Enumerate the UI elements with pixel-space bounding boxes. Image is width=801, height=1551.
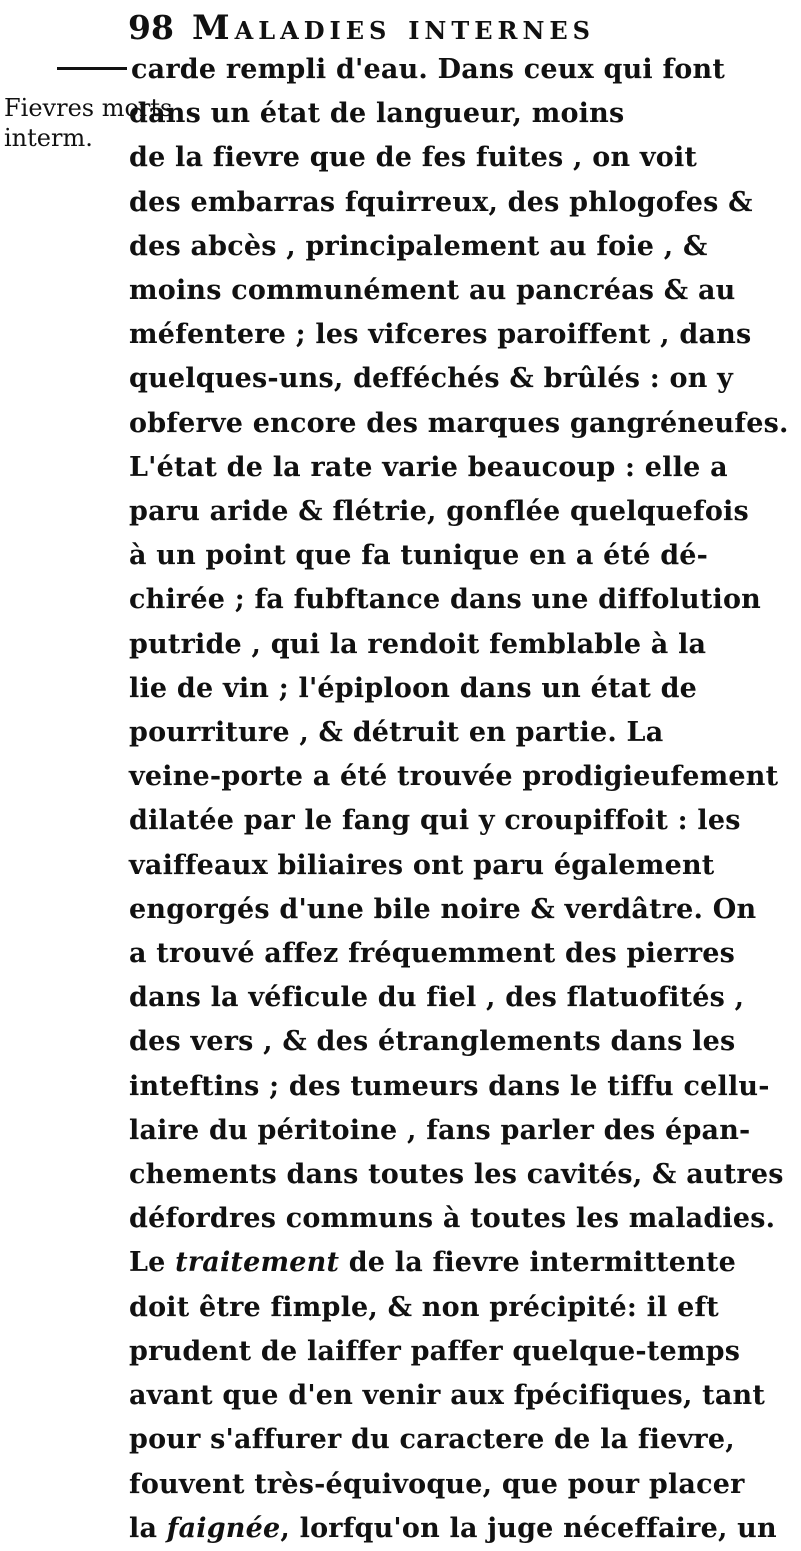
text-line-23: des vers , & des étranglements dans les — [129, 1026, 736, 1058]
text-line-26: chements dans toutes les cavités, & autres — [129, 1159, 784, 1191]
text-line-5: des abcès , principalement au foie , & — [129, 230, 708, 262]
text-line-18: dilatée par le fang qui y croupiffoit : les — [129, 805, 741, 837]
text-line-12: à un point que fa tunique en a été dé- — [129, 540, 709, 572]
text-line-27: défordres communs à toutes les maladies. — [129, 1203, 776, 1235]
text-line-20: engorgés d'une bile noire & verdâtre. On — [129, 893, 757, 925]
text-line-34-prefix: la — [129, 1512, 167, 1544]
text-line-31: avant que d'en venir aux fpécifiques, tant — [129, 1380, 766, 1412]
margin-note-2: interm. — [4, 124, 93, 152]
text-line-29: doit être fimple, & non précipité: il eft — [129, 1291, 719, 1323]
text-line-30: prudent de laiffer paffer quelque-temps — [129, 1335, 741, 1367]
text-line-28-suffix: de la fievre intermittente — [339, 1247, 737, 1279]
text-line-13: chirée ; fa fubftance dans une diffolution — [129, 584, 762, 616]
text-line-19: vaiffeaux biliaires ont paru également — [129, 849, 715, 881]
text-line-2: dans un état de langueur, moins — [129, 98, 625, 130]
text-line-21: a trouvé affez fréquemment des pierres — [129, 938, 736, 970]
text-line-17: veine-porte a été trouvée prodigieufement — [129, 761, 779, 793]
text-line-11: paru aride & flétrie, gonflée quelquefois — [129, 496, 749, 528]
text-line-16: pourriture , & détruit en partie. La — [129, 717, 664, 749]
text-line-14: putride , qui la rendoit femblable à la — [129, 628, 707, 660]
text-line-15: lie de vin ; l'épiploon dans un état de — [129, 672, 698, 704]
text-line-32: pour s'affurer du caractere de la fievre, — [129, 1424, 735, 1456]
margin-note-1: Fievres morts — [4, 94, 173, 122]
page-number: 98 — [128, 8, 174, 47]
text-line-8: quelques-uns, defféchés & brûlés : on y — [129, 363, 734, 395]
text-line-24: inteftins ; des tumeurs dans le tiffu cellu- — [129, 1070, 770, 1102]
text-line-28-italic: traitement — [175, 1247, 340, 1279]
main-text — [57, 48, 787, 1551]
text-line-6: moins communément au pancréas & au — [129, 275, 736, 307]
text-line-4: des embarras fquirreux, des phlogofes & — [129, 186, 753, 218]
text-line-22: dans la véficule du fiel , des flatuofités , — [129, 982, 745, 1014]
text-line-9: obferve encore des marques gangréneufes. — [129, 407, 789, 439]
text-line-34-suffix: , lorfqu'on la juge néceffaire, un — [280, 1512, 777, 1544]
running-title: Maladies internes — [191, 8, 596, 48]
text-line-1: carde rempli d'eau. Dans ceux qui font — [57, 48, 787, 92]
text-line-3: de la fievre que de fes fuites , on voit — [129, 142, 698, 174]
text-line-28 — [57, 1241, 787, 1285]
text-line-25: laire du péritoine , fans parler des épan- — [129, 1114, 751, 1146]
text-line-10: L'état de la rate varie beaucoup : elle a — [129, 451, 728, 483]
text-line-28-prefix: Le — [129, 1247, 176, 1279]
text-line-7: méfentere ; les vifceres paroiffent , dans — [129, 319, 752, 351]
text-line-33: fouvent très-équivoque, que pour placer — [129, 1468, 745, 1500]
text-line-34 — [57, 1507, 787, 1551]
text-line-34-italic: faignée — [166, 1512, 281, 1544]
